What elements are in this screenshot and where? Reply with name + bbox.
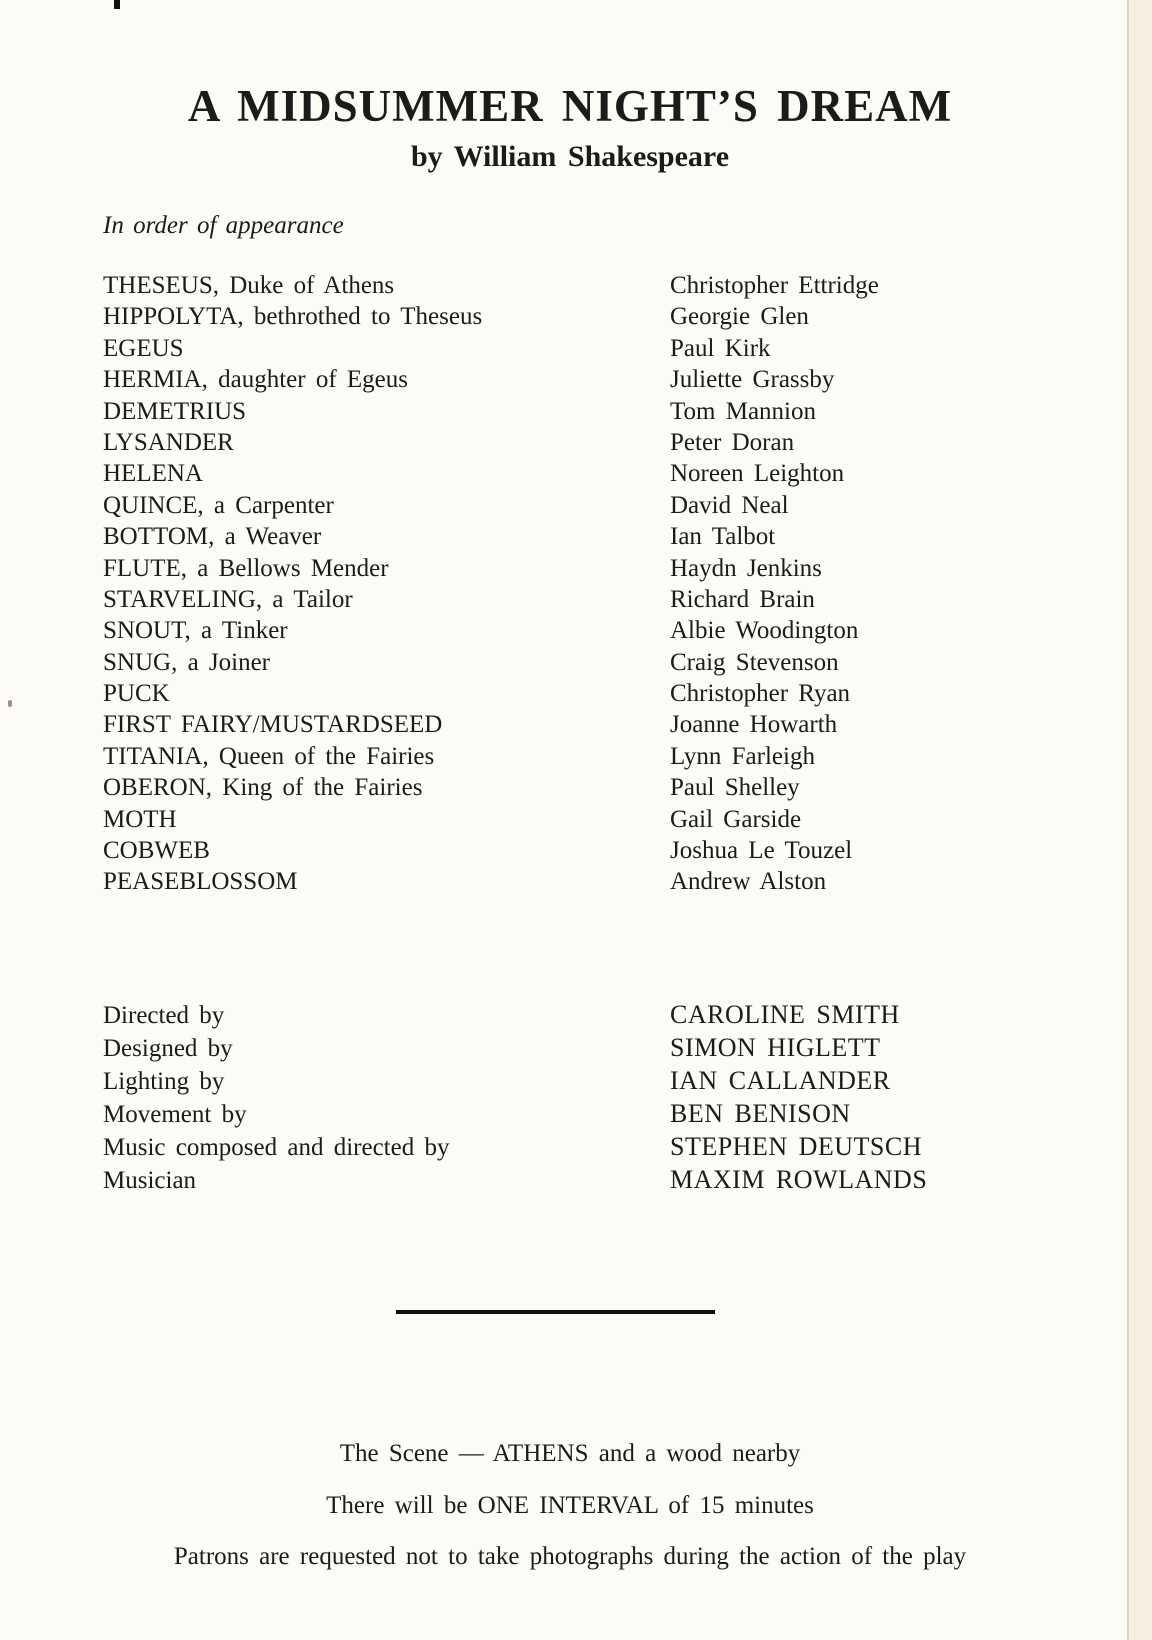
cast-row [103, 460, 1063, 491]
character-name: COBWEB [103, 837, 210, 865]
interval-line: There will be ONE INTERVAL of 15 minutes [326, 1492, 814, 1519]
section-divider [396, 1310, 715, 1314]
actor-name: Joshua Le Touzel [670, 837, 853, 865]
actor-name: Haydn Jenkins [670, 554, 822, 582]
character-name: SNOUT, a Tinker [103, 617, 288, 645]
cast-row [103, 680, 1063, 711]
cast-row [103, 303, 1063, 334]
credit-name: STEPHEN DEUTSCH [670, 1132, 923, 1161]
cast-row [103, 586, 1063, 617]
actor-name: Juliette Grassby [670, 366, 835, 394]
actor-name: Christopher Ryan [670, 680, 851, 708]
cast-row [103, 335, 1063, 366]
cast-row [103, 523, 1063, 554]
credits-list [103, 1000, 1063, 1198]
character-name: FIRST FAIRY/MUSTARDSEED [103, 711, 443, 739]
character-name: BOTTOM, a Weaver [103, 523, 322, 551]
section-heading: In order of appearance [103, 212, 344, 239]
actor-name: Andrew Alston [670, 868, 827, 896]
page-subtitle: by William Shakespeare [410, 140, 730, 173]
actor-name: Paul Shelley [670, 774, 800, 802]
character-name: EGEUS [103, 334, 184, 362]
actor-name: Ian Talbot [670, 523, 776, 551]
character-name: PUCK [103, 680, 170, 708]
credit-name: IAN CALLANDER [670, 1066, 891, 1095]
credit-row [103, 1066, 1063, 1099]
cast-row [103, 649, 1063, 680]
character-name: SNUG, a Joiner [103, 648, 271, 676]
credit-role: Lighting by [103, 1068, 225, 1095]
cast-row [103, 711, 1063, 742]
credit-name: MAXIM ROWLANDS [670, 1165, 928, 1194]
actor-name: Tom Mannion [670, 397, 816, 425]
credit-row [103, 1165, 1063, 1198]
character-name: FLUTE, a Bellows Mender [103, 554, 389, 582]
actor-name: Richard Brain [670, 585, 815, 613]
credit-name: SIMON HIGLETT [670, 1033, 881, 1062]
actor-name: David Neal [670, 491, 789, 519]
character-name: QUINCE, a Carpenter [103, 491, 334, 519]
cast-row [103, 837, 1063, 868]
cast-row [103, 868, 1063, 899]
character-name: STARVELING, a Tailor [103, 585, 353, 613]
actor-name: Craig Stevenson [670, 648, 839, 676]
character-name: LYSANDER [103, 428, 234, 456]
character-name: TITANIA, Queen of the Fairies [103, 742, 435, 770]
actor-name: Christopher Ettridge [670, 272, 879, 299]
credit-role: Directed by [103, 1002, 225, 1029]
scan-mark-left [8, 700, 12, 707]
cast-row [103, 743, 1063, 774]
credit-row [103, 1033, 1063, 1066]
credit-row [103, 1132, 1063, 1165]
character-name: HERMIA, daughter of Egeus [103, 366, 408, 394]
page-title: A MIDSUMMER NIGHT’S DREAM [187, 81, 953, 131]
credit-row [103, 1000, 1063, 1033]
cast-row [103, 774, 1063, 805]
credit-role: Music composed and directed by [103, 1134, 450, 1161]
credit-role: Musician [103, 1167, 197, 1194]
photography-notice: Patrons are requested not to take photographs during the action of the play [173, 1543, 967, 1570]
header [0, 80, 1140, 174]
cast-row [103, 806, 1063, 837]
scan-mark-top [114, 0, 120, 9]
character-name: THESEUS, Duke of Athens [103, 272, 395, 299]
page-edge-strip [1128, 0, 1152, 1640]
cast-row [103, 429, 1063, 460]
actor-name: Joanne Howarth [670, 711, 838, 739]
actor-name: Gail Garside [670, 805, 802, 833]
actor-name: Peter Doran [670, 428, 795, 456]
cast-row [103, 398, 1063, 429]
page-fold-line [1127, 0, 1129, 1640]
cast-row [103, 366, 1063, 397]
actor-name: Paul Kirk [670, 334, 771, 362]
cast-list [103, 272, 1063, 900]
character-name: MOTH [103, 805, 177, 833]
character-name: HELENA [103, 460, 203, 488]
credit-role: Movement by [103, 1101, 247, 1128]
character-name: DEMETRIUS [103, 397, 247, 425]
character-name: OBERON, King of the Fairies [103, 774, 423, 802]
character-name: PEASEBLOSSOM [103, 868, 298, 896]
credit-row [103, 1099, 1063, 1132]
credit-name: CAROLINE SMITH [670, 1000, 900, 1029]
character-name: HIPPOLYTA, bethrothed to Theseus [103, 303, 483, 331]
cast-row [103, 555, 1063, 586]
cast-row [103, 492, 1063, 523]
cast-row [103, 617, 1063, 648]
actor-name: Lynn Farleigh [670, 742, 815, 770]
credit-role: Designed by [103, 1035, 233, 1062]
cast-row [103, 272, 1063, 303]
actor-name: Georgie Glen [670, 303, 809, 331]
credit-name: BEN BENISON [670, 1099, 851, 1128]
actor-name: Albie Woodington [670, 617, 859, 645]
scene-line: The Scene — ATHENS and a wood nearby [339, 1440, 801, 1467]
actor-name: Noreen Leighton [670, 460, 845, 488]
